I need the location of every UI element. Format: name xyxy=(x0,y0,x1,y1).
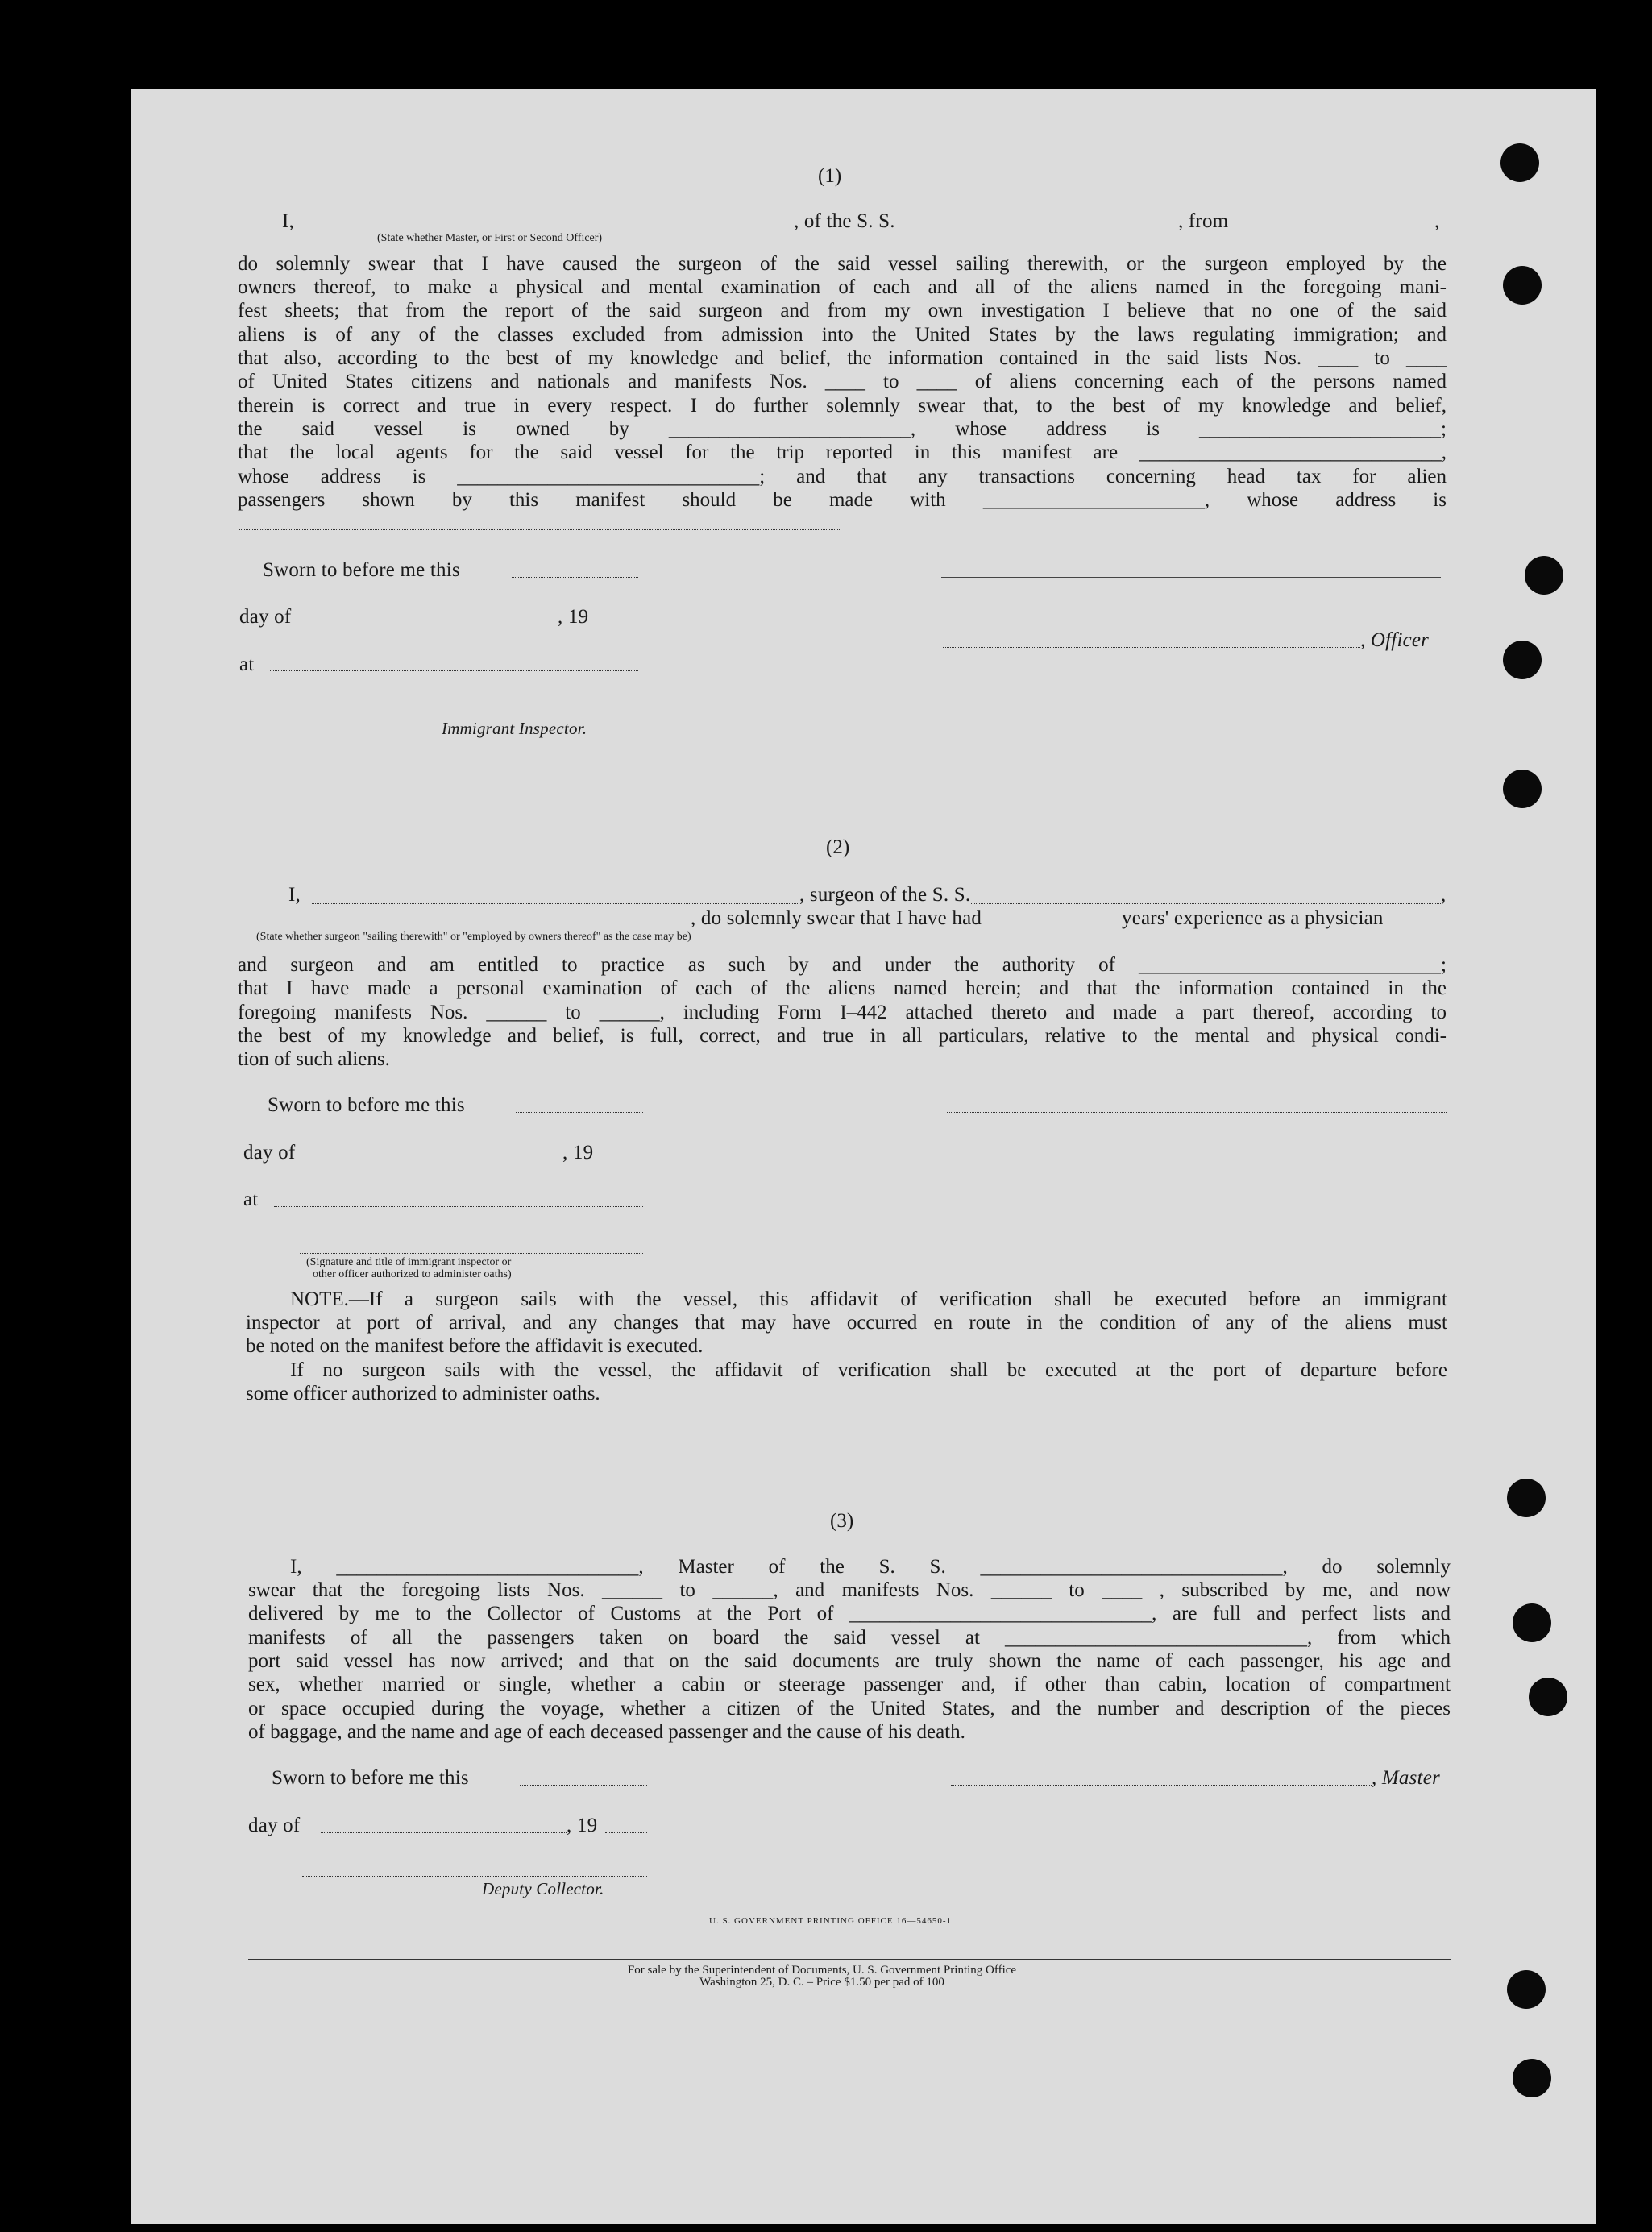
s3-deputy-label: Deputy Collector. xyxy=(482,1879,604,1898)
s2-inspector-signature-field[interactable] xyxy=(300,1253,643,1254)
s2-surgeon-name-field[interactable] xyxy=(312,903,799,904)
footer-line: For sale by the Superintendent of Documents, U. S. Government Printing Office xyxy=(627,1964,1017,1977)
s3-day-field[interactable] xyxy=(321,1832,567,1833)
s1-oath-line: whose address is ______________________________; and that any transactions concerning head tax for alien xyxy=(238,466,1447,487)
s3-oath-line: of baggage, and the name and age of each deceased passenger and the cause of his death. xyxy=(248,1721,965,1743)
s3-oath-line: sex, whether married or single, whether a cabin or steerage passenger and, if other than cabin, location of compartment xyxy=(248,1674,1451,1695)
section-1-number: (1) xyxy=(818,165,842,187)
s2-oath-line: tion of such aliens. xyxy=(238,1048,390,1070)
s2-surgeon-of-label: , surgeon of the S. S. xyxy=(799,884,971,906)
s2-signature-note: (Signature and title of immigrant inspector or xyxy=(306,1256,512,1268)
s2-signature-note: other officer authorized to administer oaths) xyxy=(313,1268,512,1280)
s2-signature-line[interactable] xyxy=(947,1112,1447,1113)
s1-of-ss-label: , of the S. S. xyxy=(794,210,895,232)
s1-oath-line: that the local agents for the said vessel for the trip reported in this manifest are ______________________________, xyxy=(238,442,1447,463)
s2-note-line: inspector at port of arrival, and any changes that may have occurred en route in the condition of any of the aliens must xyxy=(246,1312,1447,1334)
s2-i-label: I, xyxy=(288,884,301,906)
footer-line: Washington 25, D. C. – Price $1.50 per pad of 100 xyxy=(699,1976,944,1989)
binder-hole xyxy=(1503,266,1542,305)
s1-oath-line: that also, according to the best of my knowledge and belief, the information contained in the said lists Nos. ____ to ____ xyxy=(238,347,1447,369)
s1-officer-signature-field[interactable] xyxy=(943,647,1360,648)
s1-comma: , xyxy=(1434,210,1440,232)
s1-sworn-date-field[interactable] xyxy=(512,577,638,578)
s1-i-label: I, xyxy=(282,210,294,232)
s2-years-label: years' experience as a physician xyxy=(1122,907,1384,929)
s2-at-label: at xyxy=(243,1189,259,1210)
binder-hole xyxy=(1507,1479,1546,1517)
s3-day-of-label: day of xyxy=(248,1815,301,1836)
s2-note-line: some officer authorized to administer oaths. xyxy=(246,1383,600,1404)
s1-at-label: at xyxy=(239,653,255,675)
s1-day-of-label: day of xyxy=(239,606,292,628)
binder-hole xyxy=(1513,1603,1551,1642)
s1-from-label: , from xyxy=(1178,210,1229,232)
binder-hole xyxy=(1503,770,1542,808)
s2-comma: , xyxy=(1441,884,1447,906)
s2-oath-line: the best of my knowledge and belief, is full, correct, and true in all particulars, relative to the mental and physical condi- xyxy=(238,1025,1447,1047)
s1-oath-line: do solemnly swear that I have caused the surgeon of the said vessel sailing therewith, or the surgeon employed by the xyxy=(238,253,1447,275)
s1-rank-note: (State whether Master, or First or Second Officer) xyxy=(377,232,603,244)
s2-oath-line: and surgeon and am entitled to practice as such by and under the authority of ______________________________; xyxy=(238,954,1447,976)
s1-oath-line: fest sheets; that from the report of the said surgeon and from my own investigation I believe that no one of the said xyxy=(238,300,1447,322)
binder-hole xyxy=(1500,143,1539,182)
s1-oath-line: aliens is of any of the classes excluded from admission into the United States by the laws regulating immigration; and xyxy=(238,324,1447,346)
s2-vessel-name-field[interactable] xyxy=(971,903,1441,904)
s2-year-label: , 19 xyxy=(562,1142,594,1164)
s3-oath-line: delivered by me to the Collector of Customs at the Port of ______________________________, are full and perfect lists and xyxy=(248,1603,1451,1624)
s1-oath-line: therein is correct and true in every respect. I do further solemnly swear that, to the best of my knowledge and belief, xyxy=(238,395,1447,417)
s3-master-label: , Master xyxy=(1372,1767,1440,1789)
s2-oath-line: that I have made a personal examination of each of the aliens named herein; and that the information contained in the xyxy=(238,977,1447,999)
s2-at-place-field[interactable] xyxy=(274,1206,643,1207)
s1-sworn-label: Sworn to before me this xyxy=(263,559,460,581)
s2-status-note: (State whether surgeon "sailing therewith" or "employed by owners thereof" as the case may be) xyxy=(256,931,691,943)
s3-oath-line: manifests of all the passengers taken on board the said vessel at ______________________________, from which xyxy=(248,1627,1451,1649)
s1-signature-line[interactable] xyxy=(941,577,1441,578)
s1-year-label: , 19 xyxy=(558,606,589,628)
s1-inspector-label: Immigrant Inspector. xyxy=(442,719,587,738)
s1-oath-line: passengers shown by this manifest should be made with ______________________, whose address is xyxy=(238,489,1447,511)
s3-oath-line: I, ______________________________, Master of the S. S. ______________________________, do solemnly xyxy=(290,1556,1451,1578)
s1-officer-label: , Officer xyxy=(1360,629,1430,651)
binder-hole xyxy=(1503,641,1542,679)
s2-sworn-date-field[interactable] xyxy=(516,1112,643,1113)
s2-sworn-label: Sworn to before me this xyxy=(268,1094,465,1116)
s1-address-continuation-field[interactable] xyxy=(239,529,840,530)
s3-sworn-date-field[interactable] xyxy=(520,1785,647,1786)
s2-oath-line: foregoing manifests Nos. ______ to ______, including Form I–442 attached thereto and made a part thereof, according to xyxy=(238,1002,1447,1023)
s2-note-line: be noted on the manifest before the affidavit is executed. xyxy=(246,1335,704,1357)
binder-hole xyxy=(1529,1678,1567,1716)
s2-swear-label: , do solemnly swear that I have had xyxy=(691,907,982,929)
s2-day-of-label: day of xyxy=(243,1142,296,1164)
s1-oath-line: owners thereof, to make a physical and mental examination of each and all of the aliens named in the foregoing mani- xyxy=(238,276,1447,298)
s3-master-signature-field[interactable] xyxy=(951,1785,1372,1786)
binder-hole xyxy=(1507,1970,1546,2009)
s3-sworn-label: Sworn to before me this xyxy=(272,1767,469,1789)
printing-office-code: U. S. GOVERNMENT PRINTING OFFICE 16—54650-1 xyxy=(709,1916,953,1926)
binder-hole xyxy=(1513,2059,1551,2097)
s2-note-line: If no surgeon sails with the vessel, the affidavit of verification shall be executed at the port of departure before xyxy=(290,1359,1447,1381)
s1-oath-line: of United States citizens and nationals and manifests Nos. ____ to ____ of aliens concerning each of the persons named xyxy=(238,371,1447,392)
s3-year-field[interactable] xyxy=(605,1832,647,1833)
s1-at-place-field[interactable] xyxy=(270,670,638,671)
s3-year-label: , 19 xyxy=(567,1815,598,1836)
footer-rule xyxy=(248,1959,1451,1960)
s3-oath-line: port said vessel has now arrived; and that on the said documents are truly shown the name of each passenger, his age and xyxy=(248,1650,1451,1672)
s2-note-line: NOTE.—If a surgeon sails with the vessel, this affidavit of verification shall be executed before an immigrant xyxy=(290,1288,1447,1310)
s3-oath-line: or space occupied during the voyage, whether a citizen of the United States, and the number and description of the pieces xyxy=(248,1698,1451,1720)
binder-hole xyxy=(1525,556,1563,595)
s3-oath-line: swear that the foregoing lists Nos. ______ to ______, and manifests Nos. ______ to ____ , subscribed by me, and now xyxy=(248,1579,1451,1601)
section-2-number: (2) xyxy=(826,836,850,858)
section-3-number: (3) xyxy=(830,1510,854,1532)
s1-oath-line: the said vessel is owned by ________________________, whose address is ________________________; xyxy=(238,418,1447,440)
